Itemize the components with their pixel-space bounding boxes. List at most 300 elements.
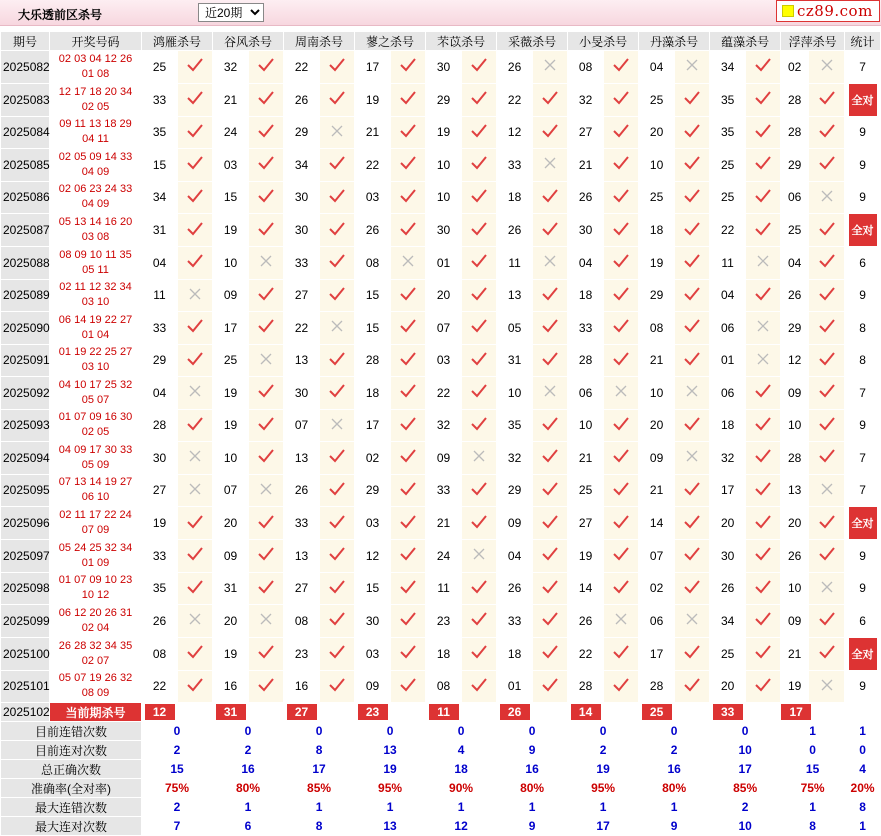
current-kill-badge: 27 (287, 704, 317, 720)
period-id: 2025083 (1, 83, 50, 116)
stats-number: 12 (454, 819, 468, 833)
kill-number: 26 (568, 181, 604, 214)
kill-number: 15 (213, 181, 249, 214)
kill-number: 34 (284, 149, 320, 182)
draw-numbers (50, 51, 142, 84)
kill-number: 01 (426, 247, 462, 280)
kill-number: 13 (284, 540, 320, 573)
check-icon (604, 474, 639, 507)
kill-number: 07 (213, 474, 249, 507)
check-icon (391, 670, 426, 703)
kill-number: 22 (426, 377, 462, 410)
stats-number: 95% (378, 781, 403, 795)
kill-number: 10 (568, 409, 604, 442)
check-icon (462, 344, 497, 377)
kill-number: 30 (355, 605, 391, 638)
kill-number: 10 (497, 377, 533, 410)
stats-number: 6 (244, 819, 252, 833)
kill-number: 13 (497, 279, 533, 312)
cross-icon (249, 474, 284, 507)
kill-number: 20 (639, 116, 675, 149)
column-header: 期号 (1, 32, 50, 51)
check-icon (249, 540, 284, 573)
current-kill-spacer (178, 703, 213, 722)
stats-value (639, 741, 710, 760)
stats-value (426, 817, 497, 836)
current-kill-badge: 31 (216, 704, 246, 720)
kill-number: 29 (142, 344, 178, 377)
back-numbers: 10 12 (81, 589, 110, 602)
check-icon (178, 670, 213, 703)
kill-number: 33 (142, 312, 178, 345)
stats-number: 8 (315, 743, 323, 757)
stats-value (568, 760, 639, 779)
front-numbers: 05 07 19 26 32 (58, 672, 133, 685)
kill-number: 17 (355, 409, 391, 442)
check-icon (178, 83, 213, 116)
period-id: 2025082 (1, 51, 50, 84)
period-id: 2025095 (1, 474, 50, 507)
front-numbers: 02 11 17 22 24 (59, 509, 132, 521)
table-row (1, 312, 881, 345)
stats-label: 最大连错次数 (1, 798, 142, 817)
current-kill-number (426, 703, 462, 722)
stats-number: 13 (383, 743, 397, 757)
back-numbers: 02 07 (81, 654, 110, 667)
stats-number: 80% (662, 781, 687, 795)
check-icon (675, 214, 710, 247)
kill-number: 31 (497, 344, 533, 377)
check-icon (809, 312, 845, 345)
check-icon (391, 474, 426, 507)
kill-number: 33 (497, 605, 533, 638)
check-icon (391, 540, 426, 573)
check-icon (462, 279, 497, 312)
kill-number: 17 (355, 51, 391, 84)
stats-number: 0 (173, 724, 181, 738)
cross-icon (320, 116, 355, 149)
kill-number: 19 (213, 214, 249, 247)
kill-number: 19 (568, 540, 604, 573)
kill-number: 22 (284, 51, 320, 84)
current-kill-spacer (249, 703, 284, 722)
stats-number: 1 (809, 800, 816, 814)
current-kill-spacer (462, 703, 497, 722)
kill-number: 29 (355, 474, 391, 507)
kill-number: 25 (142, 51, 178, 84)
kill-number: 09 (639, 442, 675, 475)
table-row (1, 344, 881, 377)
kill-number: 10 (639, 377, 675, 410)
stats-number: 80% (236, 781, 261, 795)
check-icon (604, 670, 639, 703)
stats-number: 9 (670, 819, 678, 833)
kill-number: 25 (639, 181, 675, 214)
table-row (1, 247, 881, 280)
stats-value (142, 760, 213, 779)
period-select[interactable] (198, 3, 264, 22)
kill-number: 06 (781, 181, 809, 214)
stats-value (142, 798, 213, 817)
draw-numbers (50, 670, 142, 703)
column-header: 蓼之杀号 (355, 32, 426, 51)
current-kill-badge: 25 (642, 704, 672, 720)
back-numbers: 03 10 (81, 296, 110, 309)
row-stat: 7 (845, 474, 881, 507)
stats-value (284, 779, 355, 798)
back-numbers: 05 07 (81, 393, 110, 406)
front-numbers: 09 11 13 18 29 (59, 118, 132, 131)
cross-icon (675, 51, 710, 84)
kill-number: 33 (284, 507, 320, 540)
kill-number: 04 (710, 279, 746, 312)
table-row (1, 572, 881, 605)
period-id: 2025094 (1, 442, 50, 475)
check-icon (809, 247, 845, 280)
stats-number: 1 (599, 800, 607, 814)
table-row (1, 605, 881, 638)
check-icon (178, 540, 213, 573)
cross-icon (178, 474, 213, 507)
stats-value (284, 817, 355, 836)
check-icon (249, 279, 284, 312)
draw-numbers (50, 312, 142, 345)
kill-number: 03 (213, 149, 249, 182)
kill-number: 13 (781, 474, 809, 507)
check-icon (809, 279, 845, 312)
check-icon (746, 83, 781, 116)
stats-value (568, 798, 639, 817)
check-icon (533, 214, 568, 247)
stats-value (710, 722, 781, 741)
kill-number: 25 (213, 344, 249, 377)
check-icon (178, 409, 213, 442)
table-row (1, 474, 881, 507)
kill-number: 11 (710, 247, 746, 280)
stats-label: 目前连对次数 (1, 741, 142, 760)
all-correct-badge: 全对 (849, 84, 877, 116)
check-icon (533, 83, 568, 116)
table-row (1, 507, 881, 540)
cross-icon (391, 247, 426, 280)
site-logo[interactable] (776, 0, 880, 22)
stats-number: 0 (386, 724, 394, 738)
kill-number: 30 (284, 377, 320, 410)
kill-number: 03 (426, 344, 462, 377)
stats-value (355, 779, 426, 798)
kill-number: 09 (497, 507, 533, 540)
cross-icon (675, 605, 710, 638)
back-numbers: 06 10 (81, 491, 110, 504)
kill-number: 14 (639, 507, 675, 540)
check-icon (462, 51, 497, 84)
kill-number: 08 (355, 247, 391, 280)
stats-value (426, 760, 497, 779)
stats-label: 总正确次数 (1, 760, 142, 779)
check-icon (320, 637, 355, 670)
back-numbers: 05 11 (82, 263, 109, 276)
kill-number: 09 (355, 670, 391, 703)
back-numbers: 02 05 (81, 100, 110, 113)
check-icon (675, 116, 710, 149)
check-icon (604, 214, 639, 247)
check-icon (320, 214, 355, 247)
cross-icon (320, 312, 355, 345)
check-icon (533, 442, 568, 475)
check-icon (675, 312, 710, 345)
check-icon (249, 116, 284, 149)
current-kill-badge: 26 (500, 704, 530, 720)
kill-number: 19 (639, 247, 675, 280)
stats-number: 75% (164, 781, 190, 795)
check-icon (809, 409, 845, 442)
kill-number: 33 (142, 540, 178, 573)
check-icon (462, 214, 497, 247)
check-icon (604, 149, 639, 182)
back-numbers: 01 08 (81, 67, 110, 80)
kill-number: 03 (355, 181, 391, 214)
current-kill-badge: 12 (145, 704, 175, 720)
kill-number: 02 (639, 572, 675, 605)
draw-numbers (50, 279, 142, 312)
current-kill-number (639, 703, 675, 722)
stats-number: 1 (859, 819, 866, 833)
kill-number: 02 (781, 51, 809, 84)
check-icon (533, 181, 568, 214)
kill-number: 28 (781, 116, 809, 149)
check-icon (249, 312, 284, 345)
row-stat: 9 (845, 409, 881, 442)
kill-number: 16 (284, 670, 320, 703)
check-icon (604, 344, 639, 377)
cross-icon (746, 312, 781, 345)
kill-number: 09 (426, 442, 462, 475)
check-icon (178, 51, 213, 84)
stats-number: 20% (850, 781, 875, 795)
row-stat (845, 507, 881, 540)
draw-numbers (50, 181, 142, 214)
stats-value (781, 779, 845, 798)
stats-value (781, 722, 845, 741)
kill-number: 29 (639, 279, 675, 312)
stats-value (497, 817, 568, 836)
kill-number: 15 (142, 149, 178, 182)
current-kill-badge: 17 (781, 704, 811, 720)
kill-number: 30 (284, 181, 320, 214)
cross-icon (178, 605, 213, 638)
kill-number: 04 (639, 51, 675, 84)
check-icon (809, 344, 845, 377)
kill-number: 06 (568, 377, 604, 410)
kill-number: 22 (710, 214, 746, 247)
stats-number: 19 (596, 762, 610, 776)
check-icon (746, 116, 781, 149)
kill-number: 11 (426, 572, 462, 605)
check-icon (178, 116, 213, 149)
check-icon (746, 670, 781, 703)
kill-number: 21 (426, 507, 462, 540)
stats-value (355, 760, 426, 779)
kill-number: 08 (568, 51, 604, 84)
check-icon (391, 507, 426, 540)
kill-number: 31 (142, 214, 178, 247)
draw-numbers (50, 247, 142, 280)
kill-number: 18 (710, 409, 746, 442)
back-numbers: 03 08 (81, 231, 110, 243)
kill-number: 04 (568, 247, 604, 280)
stats-value (568, 741, 639, 760)
kill-number: 15 (355, 572, 391, 605)
kill-number: 19 (142, 507, 178, 540)
stats-number: 2 (599, 743, 607, 757)
row-stat: 9 (845, 279, 881, 312)
check-icon (746, 409, 781, 442)
back-numbers: 04 11 (82, 133, 109, 146)
check-icon (675, 149, 710, 182)
stats-number: 0 (809, 743, 816, 757)
current-kill-badge: 14 (571, 704, 601, 720)
cross-icon (809, 181, 845, 214)
logo-square-icon (782, 5, 794, 17)
check-icon (249, 572, 284, 605)
check-icon (809, 442, 845, 475)
check-icon (604, 572, 639, 605)
draw-numbers (50, 442, 142, 475)
kill-number: 08 (142, 637, 178, 670)
stats-value (213, 779, 284, 798)
stats-number: 9 (528, 819, 536, 833)
cross-icon (462, 540, 497, 573)
draw-numbers (50, 149, 142, 182)
kill-number: 33 (284, 247, 320, 280)
check-icon (462, 149, 497, 182)
stats-number: 1 (315, 800, 323, 814)
row-stat: 9 (845, 116, 881, 149)
check-icon (533, 344, 568, 377)
kill-number: 33 (142, 83, 178, 116)
logo-text: cz89.com (797, 2, 873, 20)
kill-number: 26 (568, 605, 604, 638)
column-header: 丹藻杀号 (639, 32, 710, 51)
kill-number: 32 (426, 409, 462, 442)
check-icon (462, 377, 497, 410)
cross-icon (533, 247, 568, 280)
table-row (1, 279, 881, 312)
stats-number: 1 (457, 800, 465, 814)
kill-number: 08 (426, 670, 462, 703)
row-stat: 7 (845, 51, 881, 84)
table-row (1, 51, 881, 84)
kill-number: 28 (639, 670, 675, 703)
kill-number: 20 (639, 409, 675, 442)
kill-number: 30 (710, 540, 746, 573)
check-icon (391, 116, 426, 149)
stats-row (1, 741, 881, 760)
column-header: 鸿雁杀号 (142, 32, 213, 51)
current-kill-number (142, 703, 178, 722)
check-icon (675, 83, 710, 116)
stats-number: 4 (457, 743, 465, 757)
kill-number: 27 (568, 116, 604, 149)
stats-value (781, 798, 845, 817)
stats-row (1, 798, 881, 817)
kill-number: 25 (568, 474, 604, 507)
kill-number: 25 (639, 83, 675, 116)
cross-icon (249, 344, 284, 377)
check-icon (746, 149, 781, 182)
kill-number: 29 (781, 312, 809, 345)
current-kill-spacer (391, 703, 426, 722)
check-icon (178, 507, 213, 540)
row-stat: 9 (845, 149, 881, 182)
check-icon (178, 637, 213, 670)
kill-number: 27 (284, 572, 320, 605)
current-kill-spacer (746, 703, 781, 722)
kill-number: 28 (781, 83, 809, 116)
check-icon (604, 540, 639, 573)
check-icon (746, 605, 781, 638)
check-icon (249, 507, 284, 540)
stats-value (426, 798, 497, 817)
column-header: 统计 (845, 32, 881, 51)
current-stat-empty (845, 703, 881, 722)
check-icon (320, 474, 355, 507)
front-numbers: 05 24 25 32 34 (58, 541, 133, 554)
current-kill-number (497, 703, 533, 722)
draw-numbers (50, 83, 142, 116)
kill-number: 18 (497, 181, 533, 214)
current-kill-badge: 33 (713, 704, 743, 720)
kill-number: 28 (355, 344, 391, 377)
kill-number: 26 (284, 83, 320, 116)
check-icon (746, 507, 781, 540)
column-header: 芣苡杀号 (426, 32, 497, 51)
kill-number: 03 (355, 507, 391, 540)
stats-number: 10 (738, 819, 752, 833)
check-icon (462, 409, 497, 442)
front-numbers: 05 13 14 16 20 (58, 216, 133, 228)
cross-icon (533, 377, 568, 410)
front-numbers: 02 05 09 14 33 (58, 150, 133, 163)
period-id: 2025098 (1, 572, 50, 605)
cross-icon (533, 149, 568, 182)
stats-number: 9 (528, 743, 536, 757)
check-icon (675, 344, 710, 377)
check-icon (462, 605, 497, 638)
kill-number: 32 (568, 83, 604, 116)
check-icon (320, 442, 355, 475)
kill-number: 28 (568, 344, 604, 377)
kill-number: 34 (710, 605, 746, 638)
check-icon (320, 540, 355, 573)
column-header: 蕴藻杀号 (710, 32, 781, 51)
check-icon (320, 670, 355, 703)
stats-number: 2 (670, 743, 678, 757)
current-kill-spacer (809, 703, 845, 722)
kill-number: 07 (639, 540, 675, 573)
stats-number: 95% (591, 781, 616, 795)
check-icon (462, 312, 497, 345)
stats-row (1, 760, 881, 779)
table-row (1, 116, 881, 149)
kill-number: 21 (213, 83, 249, 116)
check-icon (462, 116, 497, 149)
check-icon (462, 507, 497, 540)
kill-number: 11 (497, 247, 533, 280)
kill-number: 20 (213, 507, 249, 540)
check-icon (320, 605, 355, 638)
stats-value (639, 779, 710, 798)
